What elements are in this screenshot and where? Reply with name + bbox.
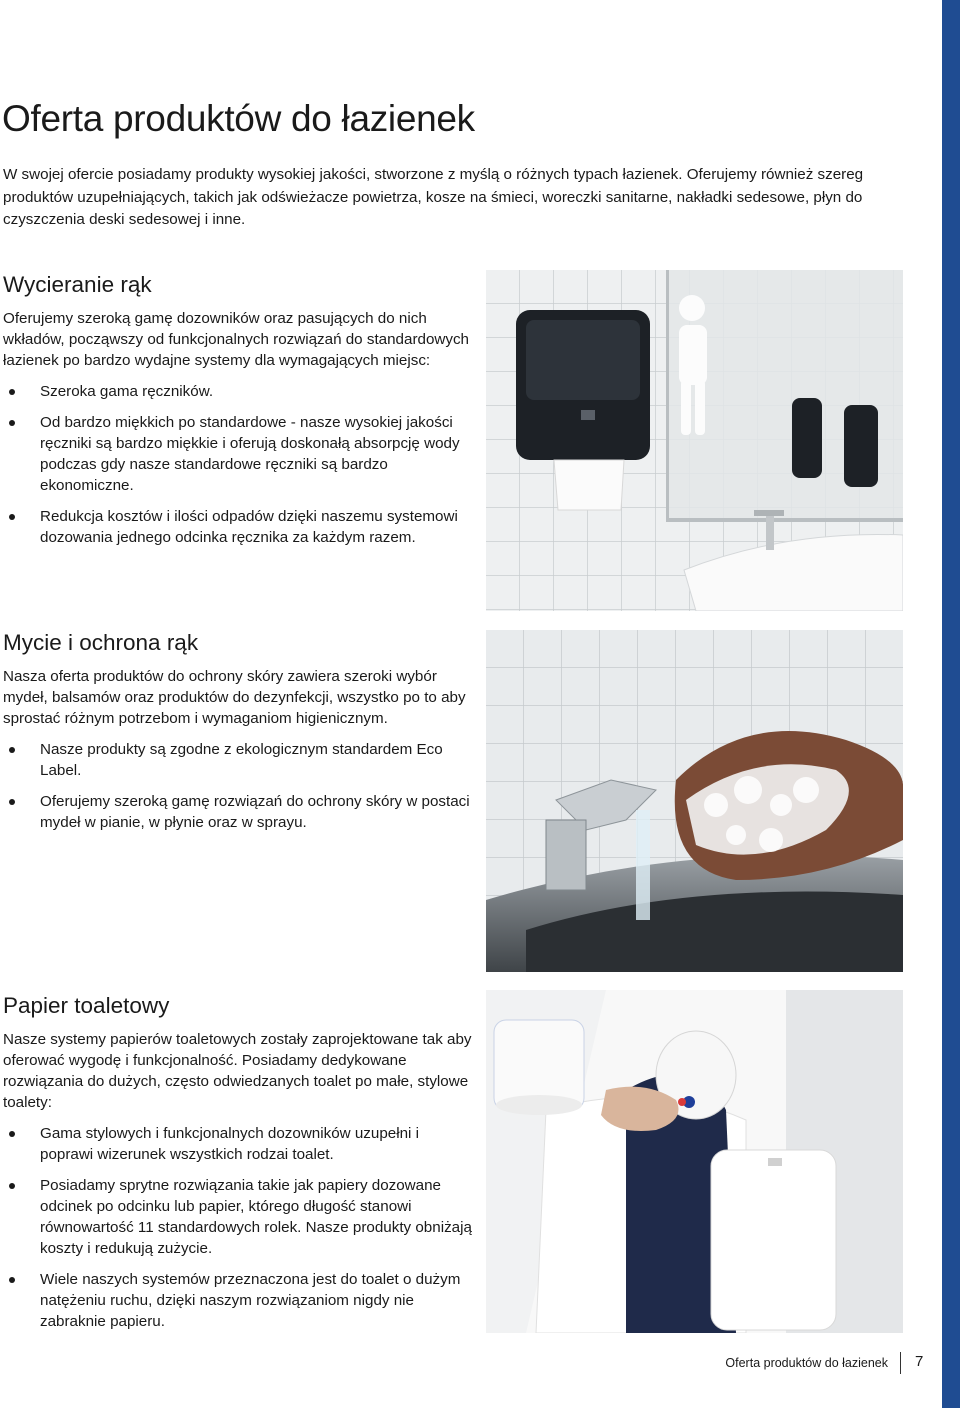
- section-heading: Mycie i ochrona rąk: [3, 630, 199, 655]
- toilet-paper-photo: [486, 990, 903, 1333]
- footer-label: Oferta produktów do łazienek: [725, 1356, 888, 1370]
- section-hand-drying: [3, 272, 473, 558]
- bullet-icon: [9, 799, 15, 805]
- towel-dispenser-photo: [486, 270, 903, 611]
- bullet-icon: [9, 1183, 15, 1189]
- list-item: Posiadamy sprytne rozwiązania takie jak papiery dozowane odcinek po odcinku lub papier, którego długość stanowi równowartość 11 standardowych rolek. Nasze produkty obniżają koszty i redukują zużycie.: [3, 1175, 473, 1259]
- section-hand-washing: [3, 630, 473, 843]
- bullet-icon: [9, 1131, 15, 1137]
- section-heading: Wycieranie rąk: [3, 272, 152, 297]
- bullet-icon: [9, 389, 15, 395]
- section-heading: Papier toaletowy: [3, 993, 170, 1018]
- list-item: Wiele naszych systemów przeznaczona jest do toalet o dużym natężeniu ruchu, dzięki naszym rozwiązaniom nigdy nie zabraknie papieru.: [3, 1269, 473, 1332]
- section-body: Oferujemy szeroką gamę dozowników oraz pasujących do nich wkładów, począwszy od funkcjonalnych rozwiązań do standardowych łazienek po bardzo wydajne systemy dla wymagających miejsc:: [3, 310, 469, 369]
- section-toilet-paper: [3, 993, 473, 1342]
- bullet-list: [3, 381, 473, 548]
- bullet-list: [3, 1123, 473, 1332]
- page-title: Oferta produktów do łazienek: [2, 98, 475, 139]
- section-body: Nasza oferta produktów do ochrony skóry zawiera szeroki wybór mydeł, balsamów oraz produktów do dezynfekcji, wszystko po to aby sprostać różnym potrzebom i wymaganiom higienicznym.: [3, 668, 466, 727]
- bullet-list: [3, 739, 473, 833]
- list-item: Gama stylowych i funkcjonalnych dozowników uzupełni i poprawi wizerunek wszystkich rodzai toalet.: [3, 1123, 473, 1165]
- intro-paragraph: W swojej ofercie posiadamy produkty wysokiej jakości, stworzone z myślą o różnych typach łazienek. Oferujemy również szereg produktów uzupełniających, takich jak odświeżacze powietrza, kosze na śmieci, woreczki sanitarne, nakładki sedesowe, płyn do czyszczenia deski sedesowej i inne.: [3, 166, 864, 228]
- bullet-icon: [9, 1277, 15, 1283]
- side-accent-bar: [942, 0, 960, 1408]
- footer-separator: [900, 1352, 901, 1374]
- handwashing-photo: [486, 630, 903, 972]
- bullet-icon: [9, 747, 15, 753]
- list-item: Szeroka gama ręczników.: [3, 381, 473, 402]
- bullet-icon: [9, 514, 15, 520]
- list-item: Redukcja kosztów i ilości odpadów dzięki naszemu systemowi dozowania jednego odcinka ręcznika za każdym razem.: [3, 506, 473, 548]
- list-item: Nasze produkty są zgodne z ekologicznym standardem Eco Label.: [3, 739, 473, 781]
- list-item: Od bardzo miękkich po standardowe - nasze wysokiej jakości ręczniki są bardzo miękkie i oferują doskonałą absorpcję wody podczas gdy nasze standardowe ręczniki są bardzo ekonomiczne.: [3, 412, 473, 496]
- bullet-icon: [9, 420, 15, 426]
- section-body: Nasze systemy papierów toaletowych zostały zaprojektowane tak aby oferować wygodę i funkcjonalność. Posiadamy dedykowane rozwiązania do dużych, często odwiedzanych toalet po małe, stylowe toalety:: [3, 1031, 472, 1111]
- page-number: 7: [915, 1353, 924, 1370]
- list-item: Oferujemy szeroką gamę rozwiązań do ochrony skóry w postaci mydeł w pianie, w płynie oraz w sprayu.: [3, 791, 473, 833]
